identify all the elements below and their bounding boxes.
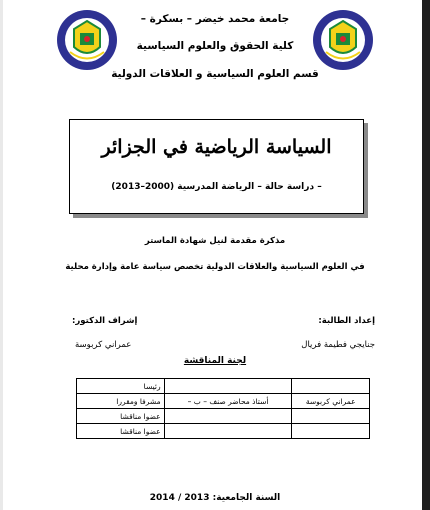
committee-title: لجنة المناقشة [183,356,247,366]
table-row [77,409,370,424]
committee-member-name [292,379,370,394]
university-name: جامعة محمد خيضر – بسكرة – [140,13,290,25]
committee-member-rank [164,409,292,424]
academic-year: السنة الجامعية: 2013 / 2014 [149,493,281,503]
committee-member-role: عضوا مناقشا [77,424,165,439]
committee-member-name: عمراني كربوسة [292,394,370,409]
supervisor-label: إشراف الدكتور: [72,316,138,326]
table-row [77,424,370,439]
committee-member-rank: أستاذ محاضر صنف – ب – [164,394,292,409]
committee-member-role: عضوا مناقشا [77,409,165,424]
department-name: قسم العلوم السياسية و العلاقات الدولية [111,68,319,80]
committee-table [76,378,370,439]
committee-member-name [292,409,370,424]
title-box [69,119,364,214]
committee-member-role: مشرفا ومقررا [77,394,165,409]
committee-member-rank [164,424,292,439]
thesis-subtitle: – دراسة حالة – الرياضة المدرسية (2000–2013) [111,182,322,192]
prepared-by-label: إعداد الطالبة: [318,316,375,326]
faculty-name: كلية الحقوق والعلوم السياسية [136,40,294,52]
thesis-degree-line: مذكرة مقدمة لنيل شهادة الماستر [144,236,286,246]
thesis-title: السياسة الرياضية في الجزائر [101,136,332,158]
thesis-specialty-line: في العلوم السياسية والعلاقات الدولية تخصص سياسة عامة وإدارة محلية [65,262,365,272]
committee-member-role: رئيسا [77,379,165,394]
committee-member-name [292,424,370,439]
table-row [77,394,370,409]
student-name: جنايجي فطيمة فريال [301,340,375,350]
supervisor-name: عمراني كربوسة [75,340,132,350]
table-row [77,379,370,394]
committee-member-rank [164,379,292,394]
